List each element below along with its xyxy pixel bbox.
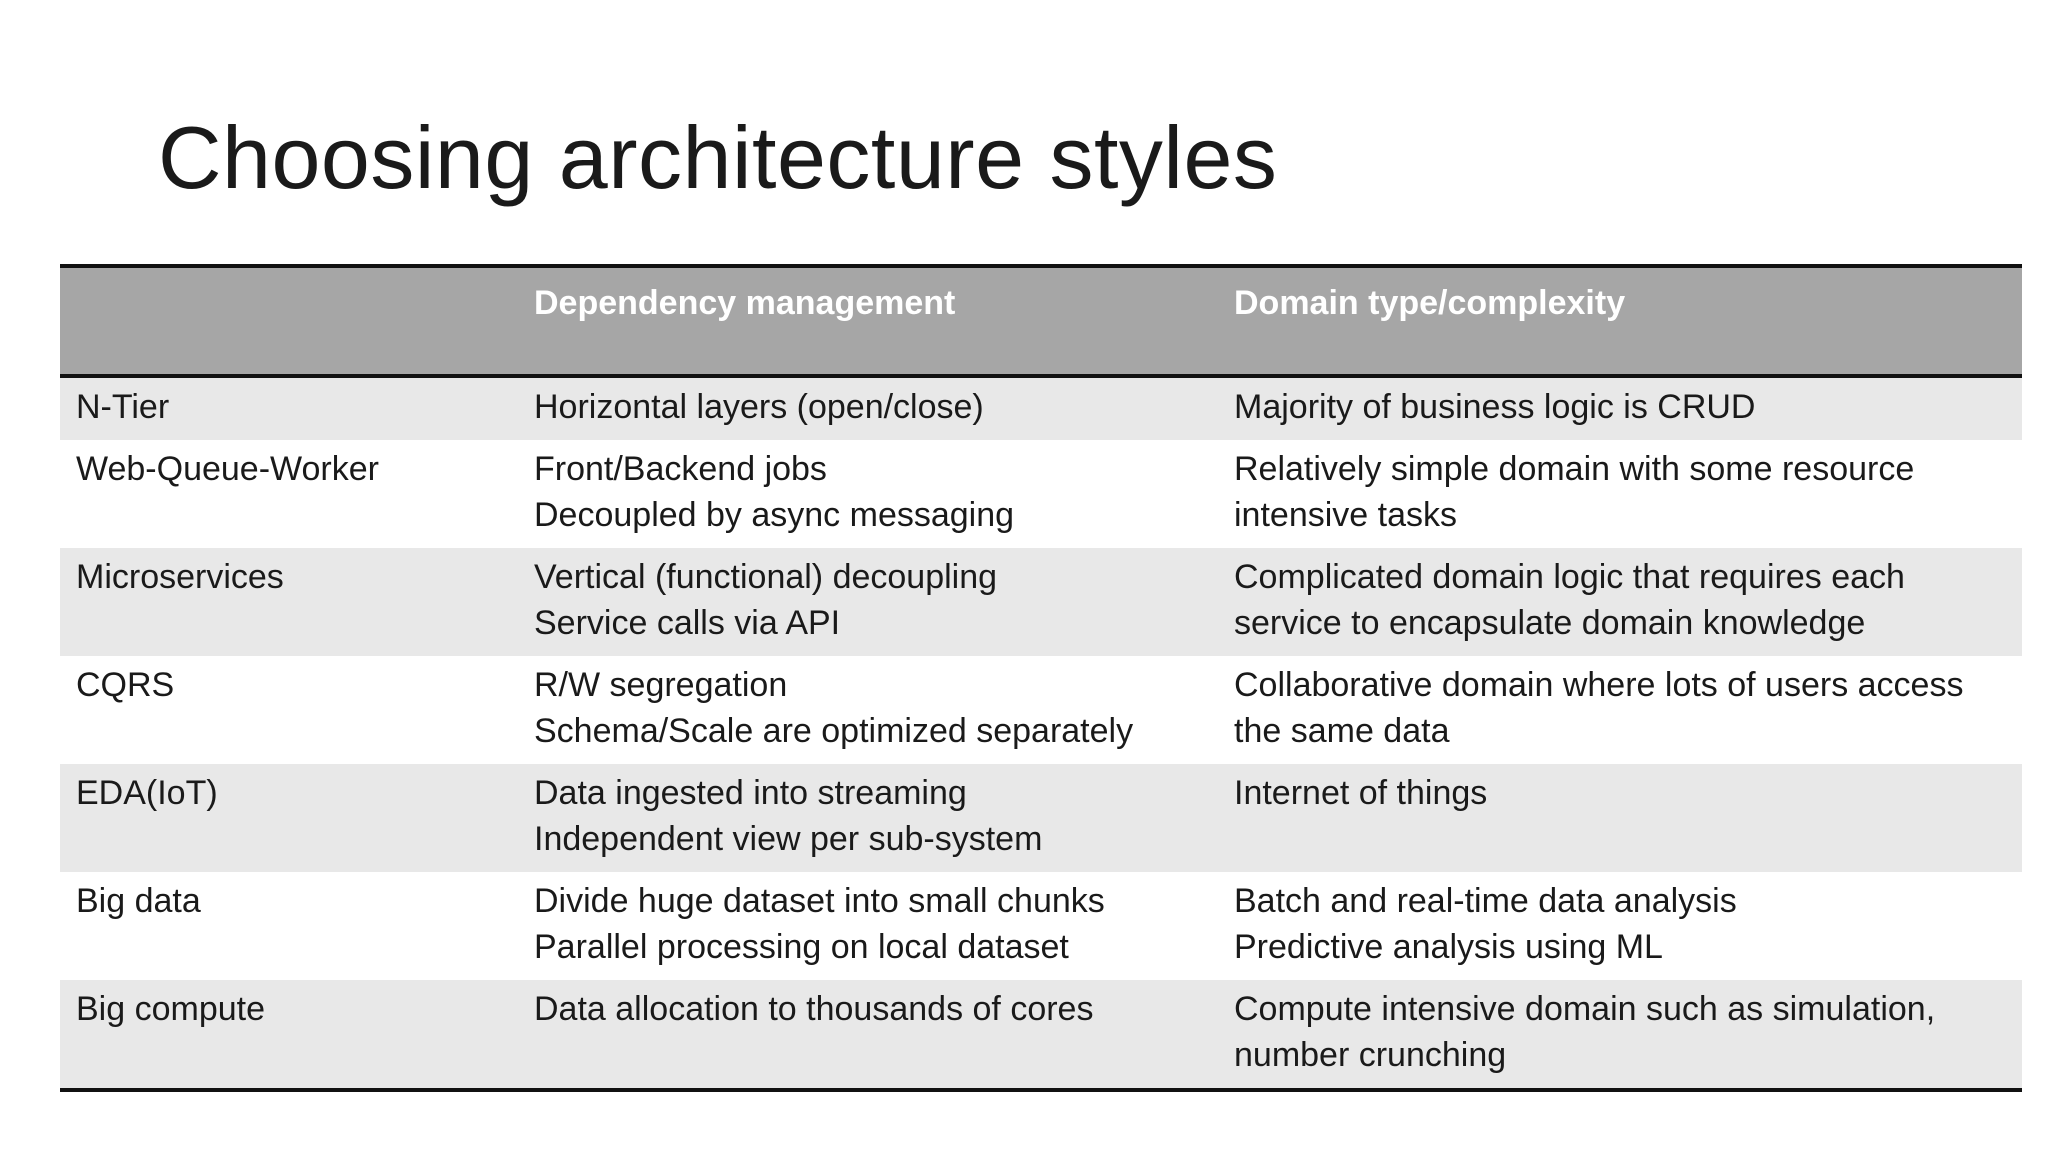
architecture-styles-table xyxy=(60,264,2022,1092)
dependency-cell xyxy=(518,440,1218,548)
domain-line: Relatively simple domain with some resource xyxy=(1234,450,1915,488)
style-cell: Big data xyxy=(76,882,201,920)
domain-cell xyxy=(1218,764,2022,872)
dependency-cell xyxy=(518,980,1218,1088)
table-row xyxy=(60,872,2022,980)
table-row xyxy=(60,656,2022,764)
header-dependency-management: Dependency management xyxy=(534,284,956,322)
dependency-cell xyxy=(518,656,1218,764)
table-row xyxy=(60,376,2022,440)
table-header-row xyxy=(60,268,2022,376)
dependency-line: Parallel processing on local dataset xyxy=(534,928,1069,966)
header-domain-type: Domain type/complexity xyxy=(1234,284,1626,322)
style-cell: Microservices xyxy=(76,558,284,596)
domain-line: number crunching xyxy=(1234,1036,1507,1074)
domain-line: Majority of business logic is CRUD xyxy=(1234,388,1756,426)
style-cell: Big compute xyxy=(76,990,265,1028)
dependency-cell xyxy=(518,548,1218,656)
domain-line: intensive tasks xyxy=(1234,496,1457,534)
table-row xyxy=(60,980,2022,1088)
domain-line: Collaborative domain where lots of users access xyxy=(1234,666,1964,704)
dependency-line: Schema/Scale are optimized separately xyxy=(534,712,1134,750)
domain-cell xyxy=(1218,548,2022,656)
header-style xyxy=(60,268,518,376)
dependency-line: Data ingested into streaming xyxy=(534,774,967,812)
dependency-line: Vertical (functional) decoupling xyxy=(534,558,998,596)
style-cell: N-Tier xyxy=(76,388,170,426)
dependency-line: Decoupled by async messaging xyxy=(534,496,1015,534)
dependency-line: Front/Backend jobs xyxy=(534,450,827,488)
domain-line: service to encapsulate domain knowledge xyxy=(1234,604,1866,642)
slide-title: Choosing architecture styles xyxy=(158,108,1278,207)
table-row xyxy=(60,764,2022,872)
style-cell: Web-Queue-Worker xyxy=(76,450,379,488)
style-cell: CQRS xyxy=(76,666,175,704)
dependency-line: R/W segregation xyxy=(534,666,788,704)
dependency-line: Divide huge dataset into small chunks xyxy=(534,882,1105,920)
domain-cell xyxy=(1218,872,2022,980)
dependency-cell xyxy=(518,764,1218,872)
domain-cell xyxy=(1218,656,2022,764)
domain-line: Internet of things xyxy=(1234,774,1488,812)
domain-line: Complicated domain logic that requires each xyxy=(1234,558,1905,596)
domain-line: Batch and real-time data analysis xyxy=(1234,882,1737,920)
table-row xyxy=(60,440,2022,548)
dependency-cell xyxy=(518,872,1218,980)
dependency-line: Data allocation to thousands of cores xyxy=(534,990,1094,1028)
domain-line: Predictive analysis using ML xyxy=(1234,928,1663,966)
domain-cell xyxy=(1218,980,2022,1088)
dependency-cell xyxy=(518,376,1218,440)
domain-cell xyxy=(1218,376,2022,440)
domain-line: the same data xyxy=(1234,712,1450,750)
domain-line: Compute intensive domain such as simulation, xyxy=(1234,990,1936,1028)
dependency-line: Service calls via API xyxy=(534,604,841,642)
style-cell: EDA(IoT) xyxy=(76,774,218,812)
dependency-line: Horizontal layers (open/close) xyxy=(534,388,984,426)
table-row xyxy=(60,548,2022,656)
dependency-line: Independent view per sub-system xyxy=(534,820,1043,858)
domain-cell xyxy=(1218,440,2022,548)
